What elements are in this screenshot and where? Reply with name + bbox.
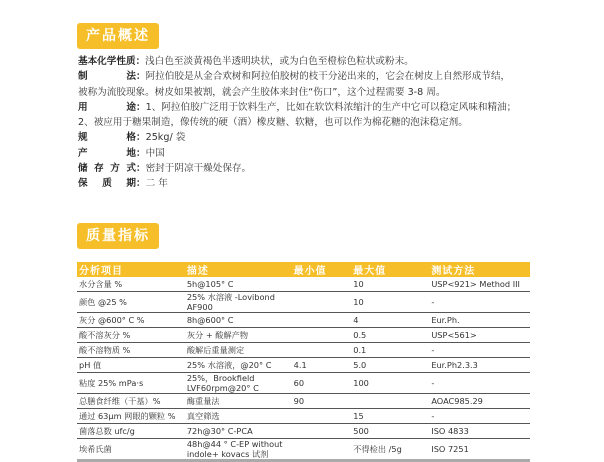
cell-description: 72h@30° C-PCA bbox=[185, 424, 292, 439]
quality-spec-table bbox=[77, 262, 530, 462]
cell-max: 4 bbox=[351, 313, 429, 328]
cell-description: 48h@44 ° C-EP without indole+ kovacs 试剂 bbox=[185, 439, 292, 461]
table-row bbox=[77, 424, 530, 439]
cell-item: 颜色 @25 % bbox=[77, 292, 185, 313]
cell-method: Eur.Ph. bbox=[429, 313, 530, 328]
table-row bbox=[77, 409, 530, 424]
overview-line-shelf-life: 保 质 期：二 年 bbox=[78, 178, 168, 190]
cell-min bbox=[292, 328, 352, 343]
cell-description: 25%，Brookfield LVF60rpm@20° C bbox=[185, 373, 292, 394]
table-row bbox=[77, 292, 530, 313]
table-row bbox=[77, 358, 530, 373]
header-description: 描述 bbox=[185, 262, 292, 277]
table-row bbox=[77, 328, 530, 343]
cell-description: 酸解后重量测定 bbox=[185, 343, 292, 358]
cell-description: 8h@600° C bbox=[185, 313, 292, 328]
table-row bbox=[77, 313, 530, 328]
header-max: 最大值 bbox=[351, 262, 429, 277]
overview-line-usage-cont: 2、被应用于糖果制造，像传统的硬（酒）橡皮糖、软糖，也可以作为棉花糖的泡沫稳定剂。 bbox=[78, 117, 468, 129]
cell-item: pH 值 bbox=[77, 358, 185, 373]
overview-line-method: 制 法：阿拉伯胶是从金合欢树和阿拉伯胶树的枝干分泌出来的，它会在树皮上自然形成节结， bbox=[78, 71, 511, 83]
cell-description: 真空筛选 bbox=[185, 409, 292, 424]
header-method: 测试方法 bbox=[429, 262, 530, 277]
cell-description: 25% 水溶液，@20° C bbox=[185, 358, 292, 373]
cell-max: 5.0 bbox=[351, 358, 429, 373]
table-row bbox=[77, 373, 530, 394]
cell-description: 灰分 + 酸解产物 bbox=[185, 328, 292, 343]
cell-method: ISO 7251 bbox=[429, 439, 530, 461]
cell-item: 酸不溶灰分 % bbox=[77, 328, 185, 343]
cell-item: 埃希氏菌 bbox=[77, 439, 185, 461]
cell-description: 25% 水溶液 -Lovibond AF900 bbox=[185, 292, 292, 313]
cell-max: 500 bbox=[351, 424, 429, 439]
cell-item: 粘度 25% mPa·s bbox=[77, 373, 185, 394]
table-row bbox=[77, 343, 530, 358]
cell-item: 灰分 @600° C % bbox=[77, 313, 185, 328]
cell-method: - bbox=[429, 292, 530, 313]
cell-method: Eur.Ph2.3.3 bbox=[429, 358, 530, 373]
cell-item: 菌落总数 ufc/g bbox=[77, 424, 185, 439]
overview-line-origin: 产 地：中国 bbox=[78, 147, 165, 159]
cell-max: 0.1 bbox=[351, 343, 429, 358]
cell-max: 10 bbox=[351, 292, 429, 313]
cell-method: - bbox=[429, 409, 530, 424]
cell-method: - bbox=[429, 373, 530, 394]
cell-item: 通过 63μm 网眼的颗粒 % bbox=[77, 409, 185, 424]
cell-item: 酸不溶物质 % bbox=[77, 343, 185, 358]
cell-max: 不得检出 /5g bbox=[351, 439, 429, 461]
overview-line-spec: 规 格：25kg/ 袋 bbox=[78, 132, 186, 144]
cell-method: - bbox=[429, 343, 530, 358]
cell-method: USP<561> bbox=[429, 328, 530, 343]
cell-max: 0.5 bbox=[351, 328, 429, 343]
header-item: 分析项目 bbox=[77, 262, 185, 277]
cell-min bbox=[292, 409, 352, 424]
overview-line-usage: 用 途：1、阿拉伯胶广泛用于饮料生产，比如在软饮料浓缩汁的生产中它可以稳定风味和精油； bbox=[78, 101, 517, 113]
cell-max bbox=[351, 394, 429, 409]
cell-max: 15 bbox=[351, 409, 429, 424]
table-row bbox=[77, 277, 530, 292]
cell-min: 4.1 bbox=[292, 358, 352, 373]
cell-min bbox=[292, 343, 352, 358]
cell-min bbox=[292, 292, 352, 313]
overview-line-storage: 储存方式：密封于阴凉干燥处保存。 bbox=[78, 163, 252, 175]
section-title-overview: 产品概述 bbox=[77, 23, 159, 49]
section-title-quality: 质量指标 bbox=[77, 223, 159, 249]
cell-min: 90 bbox=[292, 394, 352, 409]
cell-method: ISO 4833 bbox=[429, 424, 530, 439]
cell-method: USP<921> Method III bbox=[429, 277, 530, 292]
cell-max: 10 bbox=[351, 277, 429, 292]
cell-min bbox=[292, 277, 352, 292]
cell-description: 酶重量法 bbox=[185, 394, 292, 409]
table-header-row bbox=[77, 262, 530, 277]
cell-method: AOAC985.29 bbox=[429, 394, 530, 409]
cell-item: 总膳食纤维（干基）% bbox=[77, 394, 185, 409]
overview-line-method-cont: 被称为流胶现象。树皮如果被割，就会产生胶体来封住“伤口”，这个过程需要 3-8 周。 bbox=[78, 86, 446, 98]
cell-description: 5h@105° C bbox=[185, 277, 292, 292]
cell-min bbox=[292, 424, 352, 439]
header-min: 最小值 bbox=[292, 262, 352, 277]
cell-min: 60 bbox=[292, 373, 352, 394]
cell-item: 水分含量 % bbox=[77, 277, 185, 292]
table-row bbox=[77, 394, 530, 409]
cell-max: 100 bbox=[351, 373, 429, 394]
overview-line-chemical-properties: 基本化学性质：浅白色至淡黄褐色半透明块状，或为白色至橙棕色粒状或粉末。 bbox=[78, 56, 414, 67]
cell-min bbox=[292, 313, 352, 328]
product-overview bbox=[78, 54, 548, 192]
